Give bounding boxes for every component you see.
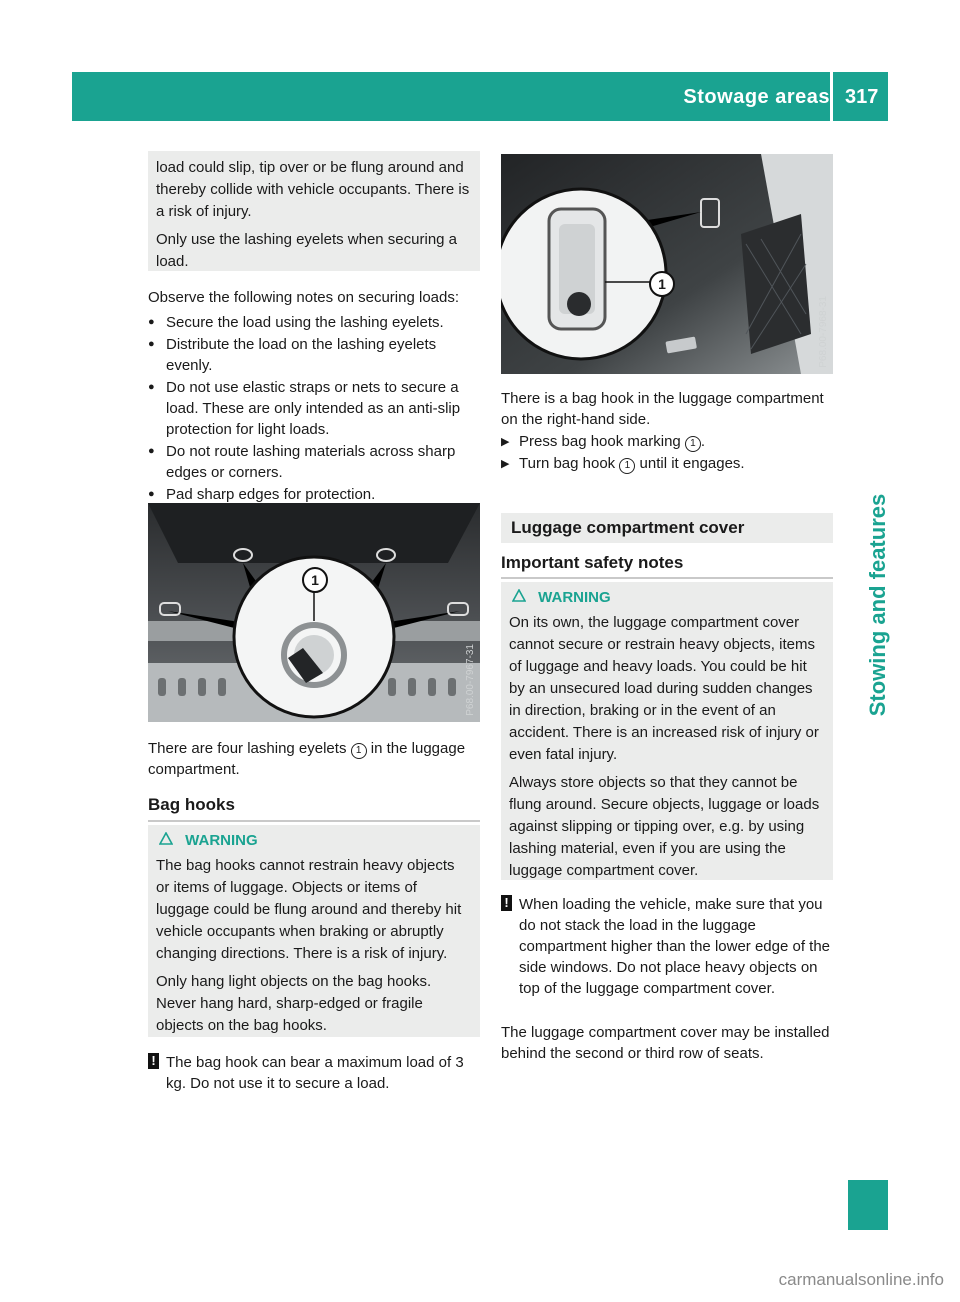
- luggage-floor-illustration: [148, 503, 480, 722]
- side-tab-label: Stowing and features: [865, 493, 890, 717]
- watermark: carmanualsonline.info: [778, 1270, 944, 1289]
- list-item: ● Distribute the load on the lashing eyelets evenly.: [148, 334, 480, 376]
- luggage-side-illustration: [501, 154, 833, 374]
- image-caption: There are four lashing eyelets 1 in the luggage compartment.: [148, 740, 466, 778]
- heading-rule: [148, 820, 480, 822]
- bullet-list: [148, 312, 480, 505]
- callout-marker: 1: [649, 271, 675, 297]
- list-item: ● Do not use elastic straps or nets to secure a load. These are only intended as an anti-slip protection for light loads.: [148, 377, 480, 440]
- page-number: 317: [845, 86, 879, 108]
- heading-rule: [501, 577, 833, 579]
- warning-text: The bag hooks cannot restrain heavy objects or items of luggage. Objects or items of luggage could be flung around and thereby hit vehicle occupants when braking or abruptly changing directions. There is a risk of injury.: [156, 857, 462, 962]
- instruction-step: ▶ Turn bag hook 1 until it engages.: [501, 453, 833, 474]
- warning-triangle-icon: [512, 589, 528, 606]
- section-header-box: [501, 513, 833, 543]
- image-code: P68.00-7967-31: [465, 644, 476, 716]
- warning-text: Always store objects so that they cannot be flung around. Secure objects, luggage or loads against slipping or tipping over, e.g. by using lashing material, even if you are using the luggage compartment cover.: [509, 774, 820, 879]
- notice: ! The bag hook can bear a maximum load of 3 kg. Do not use it to secure a load.: [148, 1052, 480, 1094]
- notice-icon: !: [148, 1053, 159, 1069]
- notice: ! When loading the vehicle, make sure that you do not stack the load in the luggage compartment higher than the lower edge of the side windows. Do not place heavy objects on top of the luggage compartment cover.: [501, 894, 835, 999]
- header-divider: [830, 72, 833, 121]
- bag-hook-photo: [501, 154, 833, 374]
- list-item: ● Secure the load using the lashing eyelets.: [148, 312, 480, 333]
- lashing-eyelets-photo: [148, 503, 480, 722]
- warning-text: On its own, the luggage compartment cover cannot secure or restrain heavy objects, items of luggage and heavy loads. You could be hit by an unsecured load during sudden changes in direction, braking or in the event of an accident. There is an increased risk of injury or even fatal injury.: [509, 614, 819, 763]
- image-caption: There is a bag hook in the luggage compartment on the right-hand side.: [501, 390, 824, 428]
- warning-box: [148, 825, 480, 1037]
- warning-text: Only hang light objects on the bag hooks. Never hang hard, sharp-edged or fragile objects on the bag hooks.: [156, 973, 432, 1034]
- warning-box: [501, 582, 833, 880]
- callout-ref: 1: [351, 743, 367, 759]
- heading-bag-hooks: Bag hooks: [148, 795, 235, 814]
- instruction-step: ▶ Press bag hook marking 1 .: [501, 431, 833, 452]
- side-tab-marker: [848, 1180, 888, 1230]
- section-heading: Luggage compartment cover: [511, 518, 745, 537]
- callout-ref: 1: [685, 436, 701, 452]
- warning-text: Only use the lashing eyelets when securing a load.: [156, 231, 458, 270]
- intro-text: Observe the following notes on securing loads:: [148, 289, 460, 306]
- warning-title: WARNING: [538, 589, 611, 606]
- list-item: ● Do not route lashing materials across sharp edges or corners.: [148, 441, 480, 483]
- closing-text: The luggage compartment cover may be installed behind the second or third row of seats.: [501, 1024, 830, 1062]
- step-list: [501, 431, 833, 474]
- callout-marker: 1: [302, 567, 328, 593]
- list-item: ● Pad sharp edges for protection.: [148, 484, 480, 505]
- callout-ref: 1: [619, 458, 635, 474]
- warning-title: WARNING: [185, 832, 258, 849]
- warning-box-continued: [148, 151, 480, 271]
- section-title: Stowage areas: [683, 86, 830, 108]
- subheading: Important safety notes: [501, 553, 684, 572]
- notice-icon: !: [501, 895, 512, 911]
- warning-triangle-icon: [159, 832, 175, 849]
- warning-text: load could slip, tip over or be flung around and thereby collide with vehicle occupants. There is a risk of injury.: [156, 159, 470, 220]
- image-code: P68.00-7968-31: [818, 296, 829, 368]
